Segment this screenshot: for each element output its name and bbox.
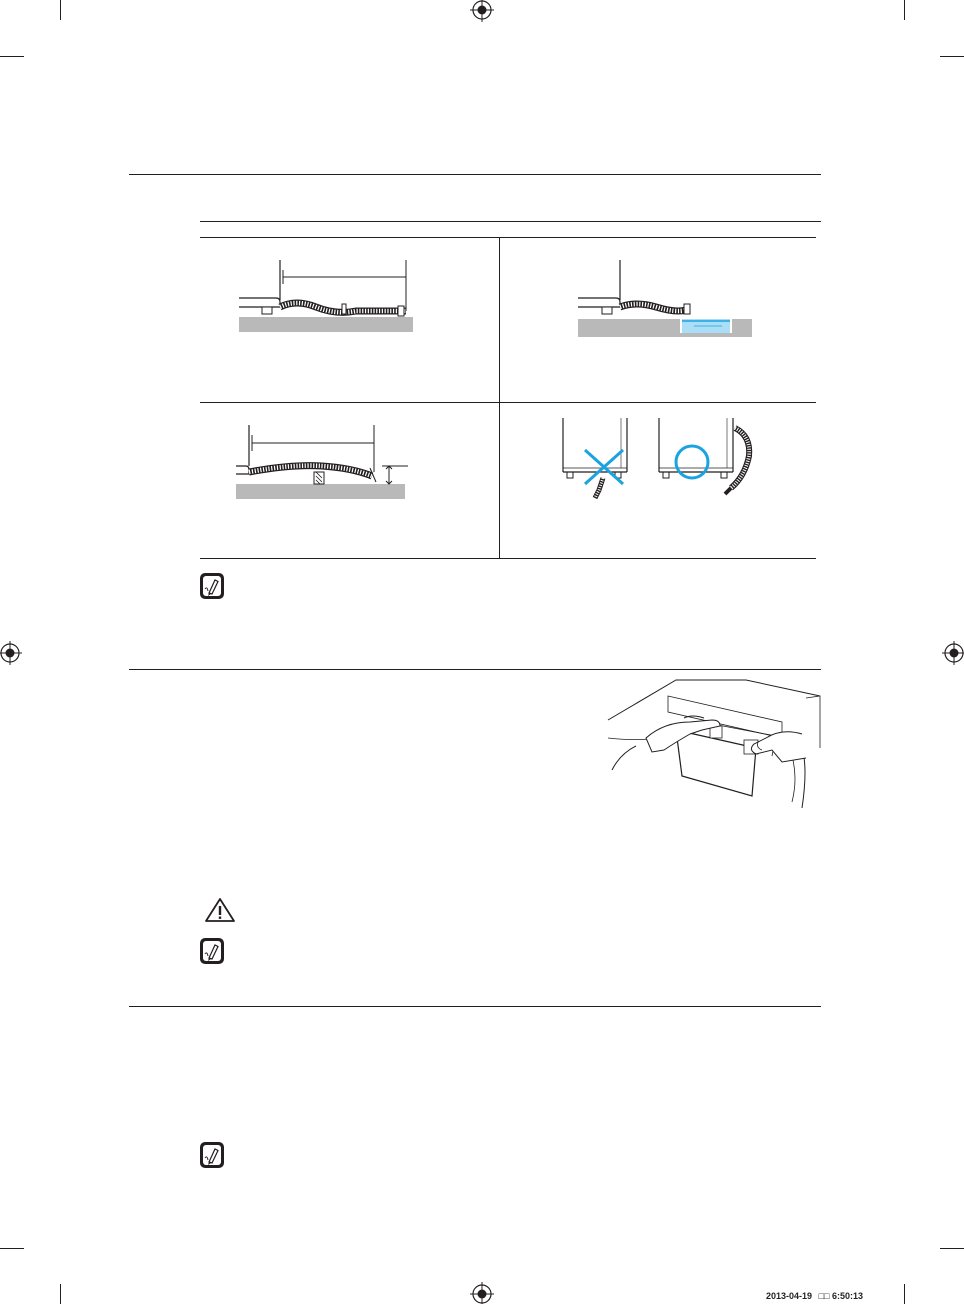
table-header-rule: [200, 237, 816, 238]
crop-mark-bottom-right-h: [940, 1248, 964, 1249]
section-divider: [129, 669, 821, 670]
note-pencil-icon: [199, 572, 225, 600]
print-date: 2013-04-19: [766, 1291, 813, 1301]
note-pencil-icon: [199, 1141, 225, 1169]
crop-mark-bottom-left-v: [60, 1284, 61, 1304]
section-divider: [129, 1006, 821, 1007]
note-pencil-icon: [199, 937, 225, 965]
table-row-rule: [200, 402, 816, 403]
crop-mark-top-left-h: [0, 56, 24, 57]
registration-mark-icon: [470, 0, 494, 22]
warning-triangle-icon: [204, 897, 236, 923]
hose-into-drain-illustration: [576, 255, 756, 340]
print-time: 6:50:13: [831, 1291, 863, 1301]
section-divider: [129, 174, 821, 175]
crop-mark-top-right-h: [940, 56, 964, 57]
crop-mark-top-left-v: [60, 0, 61, 20]
registration-mark-icon: [0, 641, 22, 665]
crop-mark-bottom-left-h: [0, 1248, 24, 1249]
hose-routing-comparison-illustration: [555, 412, 765, 512]
registration-mark-icon: [470, 1282, 494, 1304]
crop-mark-top-right-v: [904, 0, 905, 20]
table-top-rule: [200, 221, 821, 222]
detergent-drawer-illustration: [606, 678, 826, 810]
registration-mark-icon: [942, 641, 964, 665]
table-column-rule: [499, 237, 500, 559]
table-bottom-rule: [200, 558, 816, 559]
hose-on-floor-illustration: [236, 255, 416, 335]
print-timestamp: [766, 1291, 863, 1301]
print-glyphs: □□: [818, 1291, 830, 1301]
crop-mark-bottom-right-v: [904, 1284, 905, 1304]
hose-raised-illustration: [232, 420, 412, 502]
